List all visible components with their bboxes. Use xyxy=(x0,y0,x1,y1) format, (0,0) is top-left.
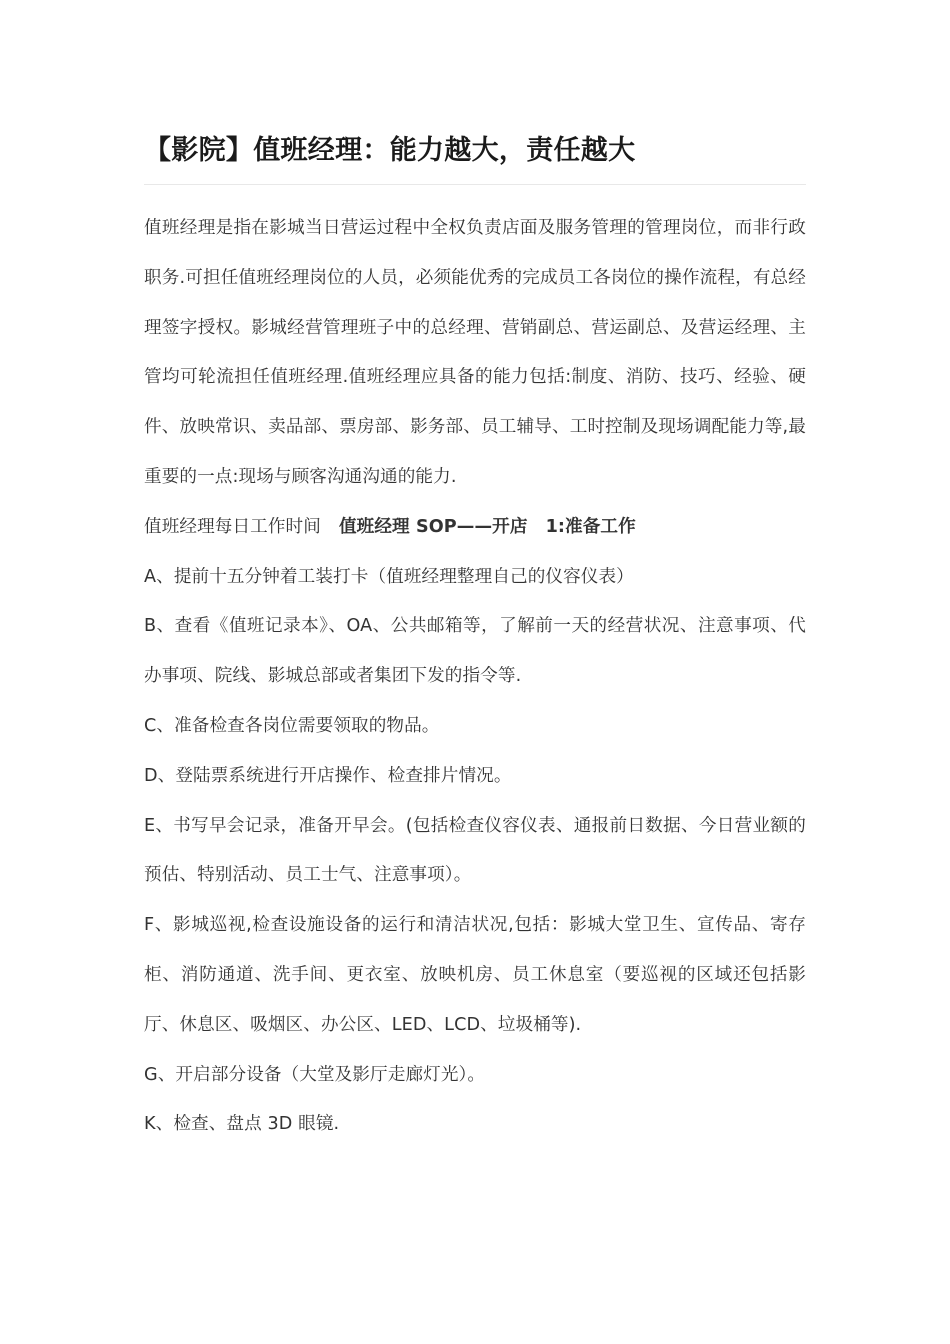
schedule-label: 值班经理每日工作时间 xyxy=(144,516,321,537)
list-item-c: C、准备检查各岗位需要领取的物品。 xyxy=(144,715,440,736)
article-title: 【影院】值班经理：能力越大，责任越大 xyxy=(144,135,636,166)
list-item-d: D、登陆票系统进行开店操作、检查排片情况。 xyxy=(144,765,512,786)
title-divider xyxy=(144,184,806,185)
sop-heading: 值班经理 SOP——开店 xyxy=(338,516,528,537)
step-heading: 1:准备工作 xyxy=(545,516,636,537)
article-body xyxy=(144,204,806,1150)
list-item-e: E、书写早会记录，准备开早会。(包括检查仪容仪表、通报前日数据、今日营业额的预估、特别活动、员工士气、注意事项）。 xyxy=(144,815,806,886)
list-item-g: G、开启部分设备（大堂及影厅走廊灯光）。 xyxy=(144,1064,486,1085)
list-item-f: F、影城巡视,检查设施设备的运行和清洁状况,包括：影城大堂卫生、宣传品、寄存柜、消防通道、洗手间、更衣室、放映机房、员工休息室（要巡视的区域还包括影厅、休息区、吸烟区、办公区、LED、LCD、垃圾桶等). xyxy=(144,915,806,1035)
sop-heading-line xyxy=(144,503,806,553)
list-item-a: A、提前十五分钟着工装打卡（值班经理整理自己的仪容仪表） xyxy=(144,566,634,587)
list-item-k: K、检查、盘点 3D 眼镜. xyxy=(144,1114,340,1135)
list-item-b: B、查看《值班记录本》、OA、公共邮箱等，了解前一天的经营状况、注意事项、代办事项、院线、影城总部或者集团下发的指令等. xyxy=(144,616,806,687)
intro-paragraph: 值班经理是指在影城当日营运过程中全权负责店面及服务管理的管理岗位，而非行政职务.可担任值班经理岗位的人员，必须能优秀的完成员工各岗位的操作流程，有总经理签字授权。影城经营管理班子中的总经理、营销副总、营运副总、及营运经理、主管均可轮流担任值班经理.值班经理应具备的能力包括:制度、消防、技巧、经验、硬件、放映常识、卖品部、票房部、影务部、员工辅导、工时控制及现场调配能力等,最重要的一点:现场与顾客沟通沟通的能力. xyxy=(144,218,806,487)
